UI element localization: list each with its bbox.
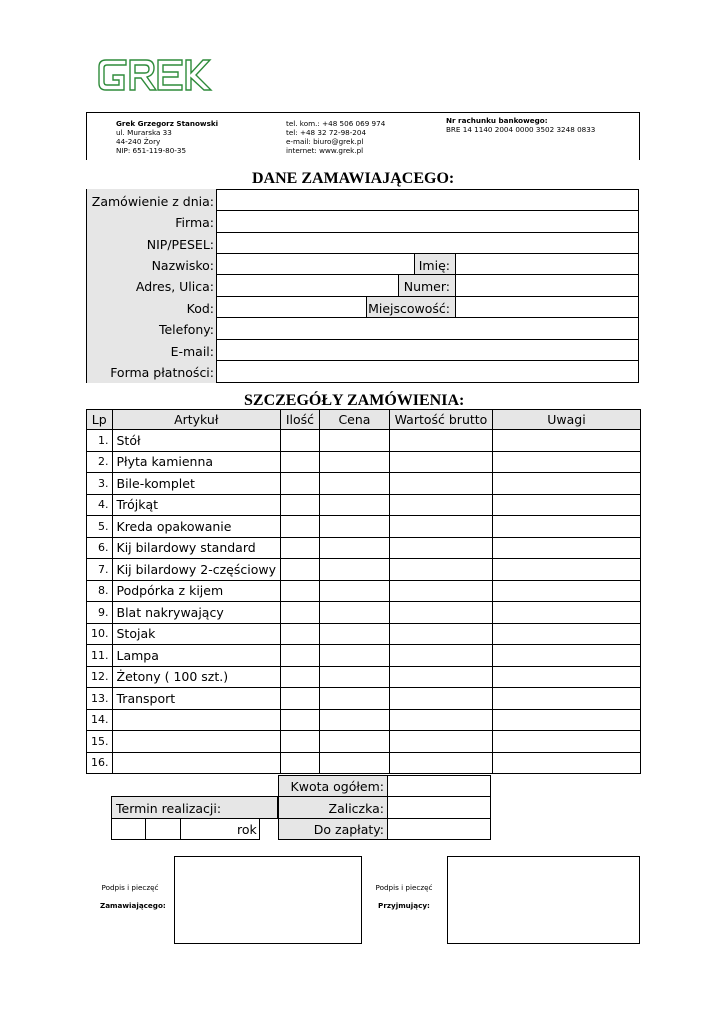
table-row <box>87 494 641 516</box>
row-item: Stół <box>112 430 280 452</box>
row-number: 13. <box>87 688 113 710</box>
company-email: e-mail: biuro@grek.pl <box>286 137 364 146</box>
row-notes-field[interactable] <box>492 451 640 473</box>
row-price-field[interactable] <box>319 602 389 624</box>
table-row <box>87 580 641 602</box>
col-header-price: Cena <box>319 410 389 430</box>
city-label: Miejscowość: <box>368 301 450 316</box>
deposit-label: Zaliczka: <box>328 801 384 816</box>
row-item: Kij bilardowy 2-częściowy <box>112 559 280 581</box>
table-row <box>87 623 641 645</box>
row-gross-field[interactable] <box>389 623 492 645</box>
row-price-field[interactable] <box>319 709 389 731</box>
left-signature-line1: Podpis i pieczęć <box>101 883 159 892</box>
header-rule <box>86 112 87 160</box>
year-label: rok <box>237 822 257 837</box>
row-item: Płyta kamienna <box>112 451 280 473</box>
deposit-field[interactable] <box>387 796 491 819</box>
order-date-field[interactable] <box>216 189 639 211</box>
row-qty-field[interactable] <box>280 451 319 473</box>
term-day-field[interactable] <box>111 818 146 840</box>
row-price-field[interactable] <box>319 580 389 602</box>
row-gross-field[interactable] <box>389 473 492 495</box>
row-notes-field[interactable] <box>492 752 640 774</box>
row-price-field[interactable] <box>319 666 389 688</box>
table-row <box>87 430 641 452</box>
table-row <box>87 688 641 710</box>
row-gross-field[interactable] <box>389 580 492 602</box>
company-phone-mobile: tel. kom.: +48 506 069 974 <box>286 119 386 128</box>
row-number: 11. <box>87 645 113 667</box>
row-gross-field[interactable] <box>389 666 492 688</box>
row-number: 8. <box>87 580 113 602</box>
table-row <box>87 752 641 774</box>
row-qty-field[interactable] <box>280 623 319 645</box>
address-field[interactable] <box>216 274 399 297</box>
row-price-field[interactable] <box>319 516 389 538</box>
company-field[interactable] <box>216 210 639 233</box>
row-gross-field[interactable] <box>389 537 492 559</box>
row-gross-field[interactable] <box>389 731 492 753</box>
row-notes-field[interactable] <box>492 516 640 538</box>
postcode-label: Kod: <box>186 301 214 316</box>
phones-label: Telefony: <box>158 322 214 337</box>
row-qty-field[interactable] <box>280 580 319 602</box>
row-gross-field[interactable] <box>389 602 492 624</box>
due-field[interactable] <box>387 818 491 840</box>
left-signature-line2: Zamawiającego: <box>100 901 166 910</box>
row-number: 10. <box>87 623 113 645</box>
row-item: Bile-komplet <box>112 473 280 495</box>
nip-label: NIP/PESEL: <box>146 237 214 252</box>
row-gross-field[interactable] <box>389 430 492 452</box>
col-header-qty: Ilość <box>280 410 319 430</box>
company-label: Firma: <box>175 215 214 230</box>
company-city: 44-240 Żory <box>116 137 161 146</box>
company-info <box>116 119 218 155</box>
row-gross-field[interactable] <box>389 752 492 774</box>
row-qty-field[interactable] <box>280 666 319 688</box>
row-gross-field[interactable] <box>389 709 492 731</box>
table-row <box>87 645 641 667</box>
row-price-field[interactable] <box>319 451 389 473</box>
row-notes-field[interactable] <box>492 559 640 581</box>
row-qty-field[interactable] <box>280 494 319 516</box>
payment-field[interactable] <box>216 360 639 383</box>
table-row <box>87 559 641 581</box>
row-notes-field[interactable] <box>492 623 640 645</box>
due-label: Do zapłaty: <box>313 822 384 837</box>
row-notes-field[interactable] <box>492 537 640 559</box>
company-name: Grek Grzegorz Stanowski <box>116 119 219 128</box>
row-gross-field[interactable] <box>389 645 492 667</box>
row-qty-field[interactable] <box>280 602 319 624</box>
row-price-field[interactable] <box>319 430 389 452</box>
col-header-notes: Uwagi <box>492 410 640 430</box>
row-item <box>112 731 280 753</box>
nip-field[interactable] <box>216 232 639 254</box>
receiver-signature-box[interactable] <box>447 856 640 944</box>
table-row <box>87 709 641 731</box>
payment-label: Forma płatności: <box>110 365 214 380</box>
email-label: E-mail: <box>170 344 214 359</box>
row-price-field[interactable] <box>319 623 389 645</box>
table-row <box>87 537 641 559</box>
row-price-field[interactable] <box>319 752 389 774</box>
row-item: Żetony ( 100 szt.) <box>112 666 280 688</box>
row-number: 5. <box>87 516 113 538</box>
row-item: Kij bilardowy standard <box>112 537 280 559</box>
col-header-lp: Lp <box>87 410 113 430</box>
right-signature-line2: Przyjmujący: <box>378 901 430 910</box>
row-gross-field[interactable] <box>389 516 492 538</box>
order-table-header <box>87 410 641 430</box>
row-gross-field[interactable] <box>389 559 492 581</box>
company-bank <box>446 116 595 134</box>
row-price-field[interactable] <box>319 494 389 516</box>
order-table <box>86 409 641 774</box>
row-notes-field[interactable] <box>492 430 640 452</box>
row-notes-field[interactable] <box>492 602 640 624</box>
address-label: Adres, Ulica: <box>135 279 214 294</box>
table-row <box>87 451 641 473</box>
row-number: 1. <box>87 430 113 452</box>
grek-logo <box>96 56 242 94</box>
row-notes-field[interactable] <box>492 709 640 731</box>
table-row <box>87 731 641 753</box>
row-number: 12. <box>87 666 113 688</box>
bank-account: BRE 14 1140 2004 0000 3502 3248 0833 <box>446 125 596 134</box>
row-price-field[interactable] <box>319 473 389 495</box>
name-label: Imię: <box>418 258 450 273</box>
term-label: Termin realizacji: <box>116 801 222 816</box>
row-notes-field[interactable] <box>492 731 640 753</box>
row-item: Transport <box>112 688 280 710</box>
header-rule <box>639 112 640 160</box>
row-notes-field[interactable] <box>492 688 640 710</box>
row-item: Kreda opakowanie <box>112 516 280 538</box>
table-row <box>87 602 641 624</box>
customer-title: DANE ZAMAWIAJĄCEGO: <box>252 170 455 187</box>
row-item <box>112 709 280 731</box>
row-number: 16. <box>87 752 113 774</box>
row-qty-field[interactable] <box>280 645 319 667</box>
row-gross-field[interactable] <box>389 688 492 710</box>
row-gross-field[interactable] <box>389 494 492 516</box>
row-number: 15. <box>87 731 113 753</box>
table-row <box>87 516 641 538</box>
right-signature-line1: Podpis i pieczęć <box>375 883 433 892</box>
header-rule <box>86 112 639 113</box>
company-street: ul. Murarska 33 <box>116 128 172 137</box>
customer-signature-box[interactable] <box>174 856 362 944</box>
row-notes-field[interactable] <box>492 666 640 688</box>
row-price-field[interactable] <box>319 559 389 581</box>
row-price-field[interactable] <box>319 731 389 753</box>
row-qty-field[interactable] <box>280 709 319 731</box>
row-item: Lampa <box>112 645 280 667</box>
table-row <box>87 473 641 495</box>
company-nip: NIP: 651-119-80-35 <box>116 146 187 155</box>
email-field[interactable] <box>216 339 639 361</box>
row-qty-field[interactable] <box>280 559 319 581</box>
surname-label: Nazwisko: <box>151 258 214 273</box>
phones-field[interactable] <box>216 317 639 340</box>
row-price-field[interactable] <box>319 537 389 559</box>
row-number: 7. <box>87 559 113 581</box>
order-date-label: Zamówienie z dnia: <box>91 194 214 209</box>
row-number: 6. <box>87 537 113 559</box>
total-label: Kwota ogółem: <box>290 779 384 794</box>
col-header-gross: Wartość brutto <box>389 410 492 430</box>
row-qty-field[interactable] <box>280 537 319 559</box>
table-row <box>87 666 641 688</box>
row-notes-field[interactable] <box>492 580 640 602</box>
city-field[interactable] <box>455 296 639 318</box>
row-qty-field[interactable] <box>280 473 319 495</box>
row-notes-field[interactable] <box>492 645 640 667</box>
right-signature-caption <box>374 883 434 910</box>
row-item: Stojak <box>112 623 280 645</box>
number-field[interactable] <box>455 274 639 297</box>
total-field[interactable] <box>387 775 491 797</box>
row-number: 4. <box>87 494 113 516</box>
row-item: Trójkąt <box>112 494 280 516</box>
row-number: 14. <box>87 709 113 731</box>
row-qty-field[interactable] <box>280 516 319 538</box>
term-month-field[interactable] <box>145 818 181 840</box>
col-header-item: Artykuł <box>112 410 280 430</box>
row-qty-field[interactable] <box>280 430 319 452</box>
row-qty-field[interactable] <box>280 752 319 774</box>
row-qty-field[interactable] <box>280 731 319 753</box>
row-item: Podpórka z kijem <box>112 580 280 602</box>
row-number: 9. <box>87 602 113 624</box>
row-item <box>112 752 280 774</box>
row-notes-field[interactable] <box>492 494 640 516</box>
row-qty-field[interactable] <box>280 688 319 710</box>
customer-border <box>86 189 87 383</box>
name-field[interactable] <box>455 253 639 275</box>
left-signature-caption <box>100 883 166 910</box>
order-title: SZCZEGÓŁY ZAMÓWIENIA: <box>244 392 465 409</box>
company-internet: internet: www.grek.pl <box>286 146 364 155</box>
row-item: Blat nakrywający <box>112 602 280 624</box>
bank-label: Nr rachunku bankowego: <box>446 116 548 125</box>
row-notes-field[interactable] <box>492 473 640 495</box>
surname-field[interactable] <box>216 253 415 275</box>
row-price-field[interactable] <box>319 688 389 710</box>
row-price-field[interactable] <box>319 645 389 667</box>
number-label: Numer: <box>403 279 450 294</box>
postcode-field[interactable] <box>216 296 367 318</box>
company-phone: tel: +48 32 72-98-204 <box>286 128 367 137</box>
company-contact <box>286 119 385 155</box>
row-gross-field[interactable] <box>389 451 492 473</box>
row-number: 2. <box>87 451 113 473</box>
row-number: 3. <box>87 473 113 495</box>
